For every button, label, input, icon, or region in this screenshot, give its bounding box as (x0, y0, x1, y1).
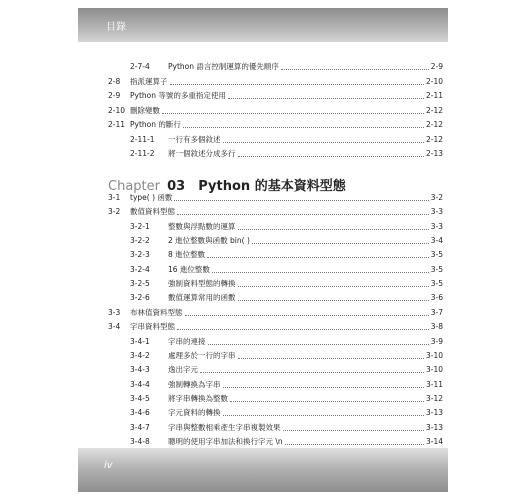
toc-entry-number: 2-9 (108, 91, 121, 100)
toc-entry-title: 字串資料型態 (130, 322, 175, 332)
dot-leader (230, 400, 424, 402)
chapter-title: Python 的基本資料型態 (198, 179, 346, 194)
toc-entry (108, 320, 443, 334)
dot-leader (252, 242, 429, 244)
toc-entry-page: 2-13 (425, 149, 443, 158)
footer-band (78, 448, 448, 492)
toc-entry-page: 3-3 (430, 221, 443, 231)
dot-leader (238, 357, 424, 359)
toc-entry-title: 強制資料型態的轉換 (168, 279, 236, 289)
dot-leader (281, 68, 429, 70)
toc-entry (108, 89, 443, 103)
toc-entry (130, 147, 443, 161)
toc-entry-number: 3-2-6 (130, 293, 150, 303)
toc-entry-page: 3-14 (425, 436, 443, 446)
toc-entry-number: 3-4-1 (130, 336, 150, 346)
toc-entry (108, 104, 443, 118)
toc-entry (130, 220, 443, 234)
toc-entry-page: 2-11 (425, 91, 443, 100)
toc-entry (130, 349, 443, 363)
toc-entry (130, 335, 443, 349)
toc-entry-number: 2-11-1 (130, 134, 155, 144)
toc-entry-number: 3-2-2 (130, 236, 150, 246)
toc-entry (130, 291, 443, 305)
toc-entry-title: 數值運算常用的函數 (168, 293, 236, 303)
toc-entry-number: 3-1 (108, 193, 121, 202)
dot-leader (223, 414, 424, 416)
toc-entry (130, 133, 443, 147)
toc-entry-number: 3-4-7 (130, 422, 150, 432)
dot-leader (177, 213, 429, 215)
toc-entry-number: 3-4-2 (130, 350, 150, 360)
toc-entry (108, 205, 443, 219)
toc-entry (130, 392, 443, 406)
toc-entry-title: 指派運算子 (130, 76, 168, 86)
toc-entry-title: 將字串轉換為整數 (168, 393, 228, 403)
toc-entry-number: 2-10 (108, 105, 126, 115)
toc-entry-title: Python 等號的多重指定使用 (130, 91, 226, 100)
toc-entry-number: 3-2-5 (130, 279, 150, 289)
toc-entry-page: 2-12 (425, 120, 443, 129)
toc-entry-title: Python 語言控制運算的優先順序 (168, 62, 279, 71)
toc-entry-number: 3-2-3 (130, 250, 150, 260)
dot-leader (162, 112, 424, 114)
toc-entry (108, 118, 443, 132)
toc-entry-title: Python 的斷行 (130, 120, 181, 129)
toc-entry-page: 3-4 (430, 236, 443, 246)
toc-entry-page: 2-9 (430, 62, 443, 71)
toc-entry-page: 2-10 (425, 76, 443, 86)
toc-entry-title: 聰明的使用字串加法和換行字元 \n (168, 436, 283, 446)
dot-leader (238, 285, 429, 287)
toc-entry-title: 強制轉換為字串 (168, 379, 221, 389)
dot-leader (185, 314, 429, 316)
toc-entry (108, 191, 443, 205)
toc-entry-title: 逸出字元 (168, 365, 198, 375)
toc-entry-page: 3-10 (425, 365, 443, 375)
toc-entry-page: 3-5 (430, 279, 443, 289)
dot-leader (238, 228, 429, 230)
toc-entry-title: 8 進位整數 (168, 250, 206, 260)
toc-entry-page: 2-12 (425, 134, 443, 144)
toc-entry-number: 3-4-3 (130, 365, 150, 375)
dot-leader (170, 83, 424, 85)
toc-entry (130, 248, 443, 262)
toc-entry-title: 刪除變數 (130, 105, 160, 115)
toc-entry-title: 2 進位整數與函數 bin( ) (168, 236, 250, 246)
dot-leader (174, 199, 428, 201)
toc-entry-page: 2-12 (425, 105, 443, 115)
book-page (78, 8, 448, 492)
toc-entry-title: 字串與整數相乘產生字串複製效果 (168, 422, 281, 432)
dot-leader (238, 299, 429, 301)
toc-entry-page: 3-13 (425, 422, 443, 432)
toc-entry-number: 3-4-5 (130, 393, 150, 403)
dot-leader (238, 155, 424, 157)
toc-entry-number: 2-11 (108, 120, 126, 129)
toc-entry-number: 3-4 (108, 322, 121, 332)
toc-entry (130, 378, 443, 392)
toc-entry-page: 3-9 (430, 336, 443, 346)
toc-entry-title: 數值資料型態 (130, 207, 175, 217)
toc-entry-page: 3-11 (425, 379, 443, 389)
toc-entry-title: 字元資料的轉換 (168, 408, 221, 418)
toc-entry (108, 306, 443, 320)
toc-entry-page: 3-5 (430, 250, 443, 260)
toc-entry-number: 2-7-4 (130, 62, 150, 71)
dot-leader (207, 256, 429, 258)
dot-leader (183, 126, 424, 128)
toc-entry-page: 3-12 (425, 393, 443, 403)
toc-entry-page: 3-6 (430, 293, 443, 303)
toc-entry-number: 3-2-4 (130, 264, 150, 274)
dot-leader (285, 443, 424, 445)
dot-leader (208, 343, 429, 345)
toc-entry-page: 3-5 (430, 264, 443, 274)
toc-entry (130, 263, 443, 277)
toc-entry-number: 2-8 (108, 76, 121, 86)
toc-entry-title: 一行有多個敘述 (168, 134, 221, 144)
toc-entry (130, 435, 443, 449)
toc-entry-number: 3-4-8 (130, 436, 150, 446)
toc-entry (130, 363, 443, 377)
toc-entry-page: 3-10 (425, 350, 443, 360)
header-band (78, 8, 448, 42)
toc-entry-title: 16 進位整數 (168, 264, 210, 274)
chapter-word: Chapter (108, 179, 160, 194)
toc-entry-page: 3-13 (425, 408, 443, 418)
chapter-number: 03 (167, 179, 186, 194)
toc-entry-title: 將一個敘述分成多行 (168, 149, 236, 158)
toc-entry-number: 3-4-6 (130, 408, 150, 418)
toc-entry-title: type( ) 函數 (130, 193, 173, 202)
toc-entry-title: 字串的連接 (168, 336, 206, 346)
toc-entry-title: 布林值資料型態 (130, 307, 183, 317)
toc-entry-number: 3-4-4 (130, 379, 150, 389)
dot-leader (177, 328, 429, 330)
toc-entry-page: 3-2 (430, 193, 443, 202)
toc-entry-page: 3-7 (430, 307, 443, 317)
dot-leader (200, 371, 424, 373)
toc-entry-page: 3-3 (430, 207, 443, 217)
dot-leader (212, 271, 429, 273)
dot-leader (223, 386, 424, 388)
toc-entry (130, 421, 443, 435)
toc-entry (130, 234, 443, 248)
toc-entry (108, 75, 443, 89)
header-label: 目錄 (106, 22, 126, 33)
toc-entry-number: 3-3 (108, 307, 121, 317)
toc-entry (130, 277, 443, 291)
toc-entry-title: 整數與浮點數的運算 (168, 221, 236, 231)
toc-entry-number: 2-11-2 (130, 149, 155, 158)
toc-entry-number: 3-2-1 (130, 221, 150, 231)
dot-leader (223, 141, 424, 143)
toc-entry-number: 3-2 (108, 207, 121, 217)
toc-entry (130, 406, 443, 420)
toc-entry (130, 60, 443, 74)
page-number: iv (104, 460, 113, 471)
toc-entry-page: 3-8 (430, 322, 443, 332)
dot-leader (283, 429, 424, 431)
toc-entry-title: 處理多於一行的字串 (168, 350, 236, 360)
dot-leader (228, 97, 424, 99)
